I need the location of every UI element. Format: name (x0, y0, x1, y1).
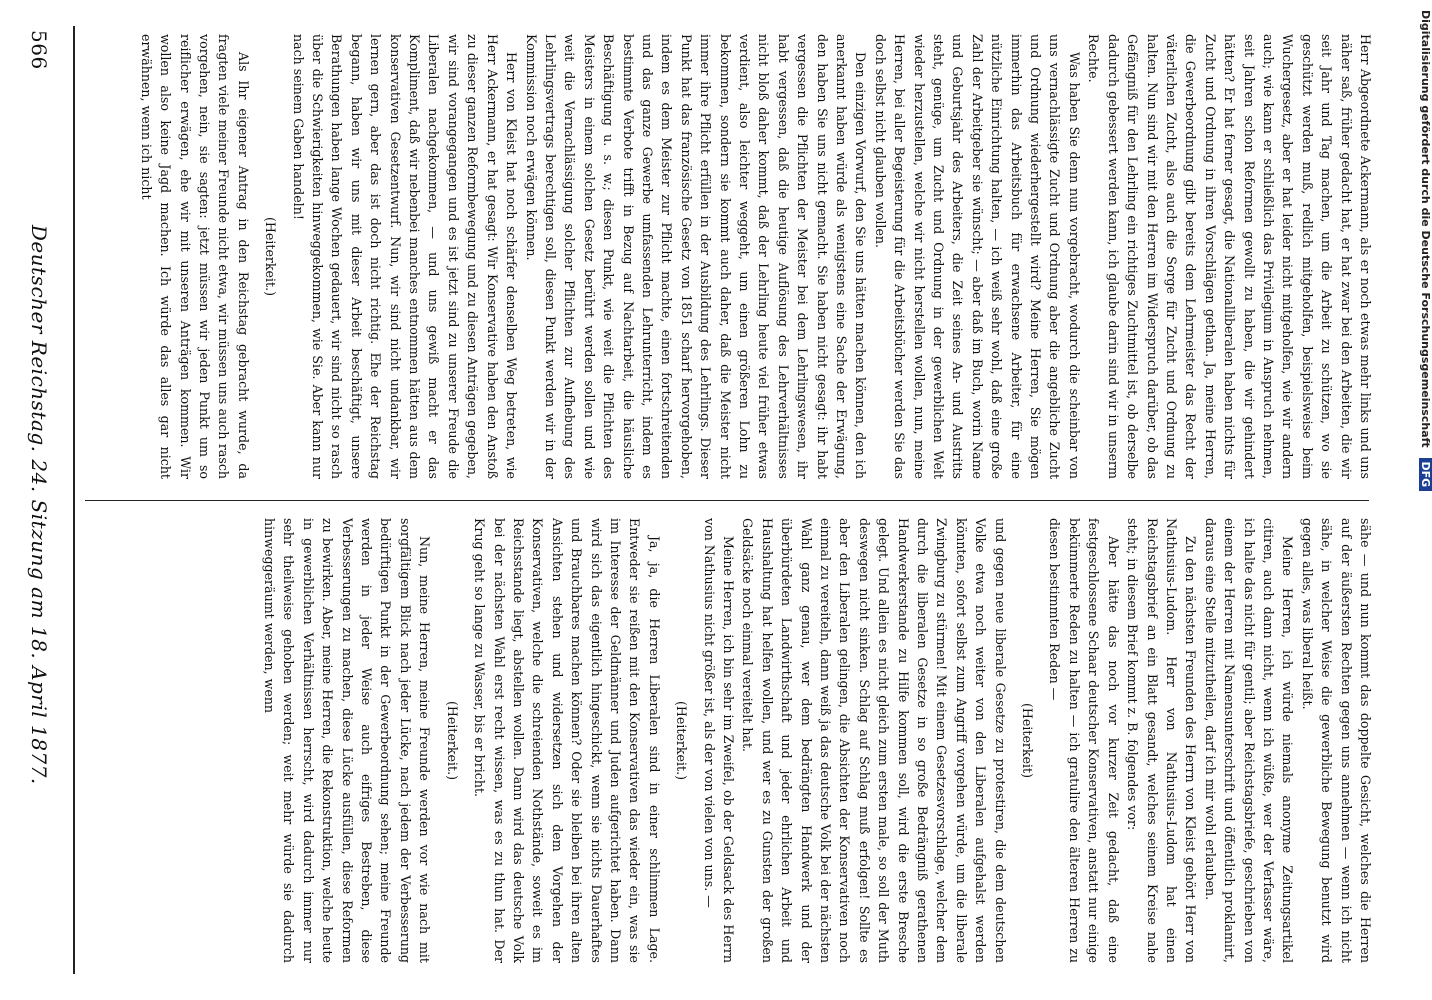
paragraph: Zu den nächsten Freunden des Herrn von Kleist gehört Herr von Nathusius-Ludom. Herr von Nathusius-Ludom hat einen Reichstagsbrief an ein Blatt gesandt, welches seinem Kreise nahe steht; in diesem Brief kommt z. B. folgendes vor: (1125, 518, 1199, 963)
interjection: (Heiterkeit) (1020, 703, 1036, 778)
paragraph: Meine Herren, ich würde niemals anonyme Zeitungsartikel citiren, auch dann nicht, wenn ich wüßte, wer der Verfasser wäre, ich halte das nicht für gentil; aber Reichstagsbriefe, geschrieben von einem der Herren mit Namensunterschrift und öffentlich proklamirt, daraus eine Stelle mitzutheilen, darf ich mir wohl erlauben. (1202, 518, 1296, 963)
dfg-logo: DFG (1419, 458, 1432, 492)
column-divider (85, 500, 1369, 501)
paragraph: Ja, ja, die Herren Liberalen sind in einer schlimmen Lage. Entweder sie reißen mit den Konservativen das wieder ein, was sie im Interesse der Geldmänner und Juden aufgerichtet haben. Dann wird sich das eigentlich hingeschickt, wenn sie nichts Dauerhaftes und Brauchbares machen können? Oder sie bleiben bei ihren alten Ansichten stehen und widersetzen sich dem Vorgehen der Konservativen, welche die schreienden Nothstände, soweit es im Reichsstande liegt, abstellen wollen. Dann wird das deutsche Volk bei der nächsten Wahl erst recht wissen, was es zu thun hat. Der Krug geht so lange zu Wasser, bis er bricht. (472, 518, 662, 963)
paragraph: Nun, meine Herren, meine Freunde werden vor wie nach mit sorgfältigem Blick nach jeder Lücke, nach jedem der Verbesserung bedürftigen Punkt in der Gewerbeordnung sehen; meine Freunde werden in jeder Weise auch eifriges Bestreben, diese Verbesserungen zu machen, diese Lücke ausfüllen, diese Reformen zu bewirken. Aber, meine Herren, die Rekonstruktion, welche heute in gewerblichen Verhältnissen herrscht, wird dadurch immer nur sehr theilweise gehoben werden; weit mehr würde sie dadurch hinweggeräumt werden, wenn (262, 518, 433, 963)
interjection: (Heiterkeit.) (444, 701, 460, 780)
interjection: (Heiterkeit.) (674, 701, 690, 780)
paragraph: sähe — und nun kommt das doppelte Gesicht, welches die Herren auf der äußersten Rechten gegen uns annehmen — wenn ich nicht sähe, in welcher Weise die gewerbliche Bewegung benutzt wird gegen alles, was liberal heißt. (1299, 518, 1373, 963)
page-number: 566 (27, 30, 51, 70)
interjection: (Heiterkeit.) (263, 217, 279, 296)
paragraph: Herr Abgeordnete Ackermann, als er noch etwas mehr links und uns näher saß, früher gedacht hat, er hat zwar bei den Arbeiten, die wir seit Jahr und Tag machen, um die Arbeit zu schützen, wo sie geschützt werden muß, redlich mitgeholfen, beispielsweise beim Wuchergesetz, aber er hat leider nicht mitgeholfen, wie wir andern auch; wie kann er schließlich das Privilegium in Anspruch nehmen, seit Jahren schon Reformen gewollt zu haben, die wir gehindert hätten? Er hat ferner gesagt, die Nationalliberalen haben nichts für Zucht und Ordnung in ihren Vorschlägen gethan. Ja, meine Herren, die Gewerbeordnung gibt bereits dem Lehrmeister das Recht der väterlichen Zucht, also auch die Sorge für Zucht und Ordnung zu halten. Nun sind wir mit den Herren im Widerspruch darüber, ob das Gefängniß für den Lehrling ein richtiges Zuchtmittel ist, ob derselbe dadurch gebessert werden kann, ich glaube darin sind wir in unserm Rechte. (1086, 34, 1373, 479)
paragraph: Aber hätte das noch vor kurzer Zeit gedacht, daß eine festgeschlossene Schaar deutscher Konservativen, anstatt nur einige bekümmerte Reden zu halten — ich gratulire den älteren Herren zu diesen bestimmten Reden — (1047, 518, 1121, 963)
credit-text: Digitalisierung gefördert durch die Deutsche Forschungsgemeinschaft (1419, 10, 1432, 448)
paragraph: Als Ihr eigener Antrag in den Reichstag gebracht wurde, da fragten viele meiner Freunde nicht etwa, wir müssen uns auch rasch vorgehen, nein, sie sagten: jetzt müssen wir jeden Punkt um so reiflicher erwägen, ehe wir mit unseren Anträgen kommen. Wir wollen also keine Jagd machen. Ich würde das alles gar nicht erwähnen, wenn ich nicht (138, 34, 251, 479)
page-header (27, 30, 67, 970)
header-rule (73, 26, 75, 974)
paragraph: Meine Herren, ich bin sehr im Zweifel, ob der Geldsack des Herrn von Nathusius nicht größer ist, als der von vielen von uns. — (701, 518, 736, 963)
digitization-credit (1412, 10, 1432, 990)
page-title: Deutscher Reichstag. 24. Sitzung am 18. April 1877. (27, 224, 51, 785)
right-column (85, 518, 1375, 963)
paragraph: Was haben Sie denn nun vorgebracht, wodurch die scheinbar von uns vernachlässigte Zucht und Ordnung aber die angebliche Zucht und Ordnung wiederhergestellt wird? Meine Herren, Sie mögen immerhin das Arbeitsbuch für erwachsene Arbeiter, für eine nützliche Einrichtung halten, — ich weiß sehr wohl, daß eine große Zahl der Arbeitgeber sie wünscht; — aber daß im Buch, worin Name und Geburtsjahr des Arbeiters, die Zeit seines An- und Austritts steht, genüge, um Zucht und Ordnung in der gewerblichen Welt wieder herzustellen, welche wir nicht herstellen wollen, nun, meine Herren, bei aller Begeisterung für die Arbeitsbücher werden Sie das doch selbst nicht glauben wollen. (872, 34, 1082, 479)
paragraph: Den einzigen Vorwurf, den Sie uns hätten machen können, den ich anerkannt haben würde als wenigstens eine Sache der Erwägung, den haben Sie uns nicht gemacht. Sie haben nicht gesagt: ihr habt vergessen die Pflichten der Meister bei dem Lehrlingswesen, ihr habt vergessen, daß die heutige Auflösung des Lehrverhältnisses nicht bloß daher kommt, daß der Lehrling heute viel früher etwas verdient, also leichter weggeht, um einen größeren Lohn zu bekommen, sondern sie kommt auch daher, daß die Meister nicht immer ihre Pflicht erfüllen in der Ausbildung des Lehrlings. Dieser Punkt hat das französische Gesetz von 1851 scharf hervorgehoben, indem es dem Meister zur Pflicht machte, einen fortschreitenden und das ganze Gewerbe umfassenden Lehrunterricht, indem es bestimmte Verbote trifft in Bezug auf Nachtarbeit, die häusliche Beschäftigung u. s. w.; diesen Punkt, wie weit die Pflichten des Meisters in einem solchen Gesetz berührt werden sollen und wie weit die Vernachlässigung solcher Pflichten zur Aufhebung des Lehrlingsvertrags berechtigen soll, diesen Punkt werden wir in der Kommission noch erwägen können. (523, 34, 869, 479)
paragraph: und gegen neue liberale Gesetze zu protestiren, die dem deutschen Volke etwa noch weiter von den Liberalen aufgehalst werden könnten, sofort selbst zum Angriff vorgehen würde, um die liberale Zwingburg zu stürmen! Mit einem Gesetzesvorschlage, welcher dem durch die liberalen Gesetze in so große Bedrängniß gerathenen Handwerkerstande zu Hilfe kommen soll, wird die erste Bresche gelegt. Und allein es nicht gleich zum ersten male, so soll der Muth deswegen nicht sinken. Schlag auf Schlag muß erfolgen! Sollte es aber den Liberalen gelingen, die Absichten der Konservativen noch einmal zu vereiteln, dann weiß ja das deutsche Volk bei der nächsten Wahl ganz genau, wer dem bedrängten Handwerk und der überbürdeten Landwirthschaft und jeder ehrlichen Arbeit und Haushaltung hat helfen wollen, und wer es zu Gunsten der großen Geldsäcke noch einmal vereitelt hat. (740, 518, 1008, 963)
paragraph: Herr von Kleist hat noch schärfer denselben Weg betreten, wie Herr Ackermann, er hat gesagt: Wir Konservative haben den Anstoß zu dieser ganzen Reformbewegung und zu diesen Anträgen gegeben, wir sind vorangegangen und es ist jetzt sind zu unserer Freude die Liberalen nachgekommen, — und uns gewiß macht er das Kompliment, daß wir nebenbei manches entnommen hätten aus dem konservativen Gesetzentwurf. Nun, wir sind nicht undankbar, wir lernen gern, aber das ist doch nicht richtig. Ehe der Reichstag begann, haben wir uns mit dieser Arbeit beschäftigt, unsere Berathungen haben lange Wochen gedauert, wir sind nicht so rasch über die Schwierigkeiten hinweggekommen, wie Sie. Aber kann nur nach seinem Gaben handeln! (290, 34, 520, 479)
left-column (85, 34, 1375, 479)
